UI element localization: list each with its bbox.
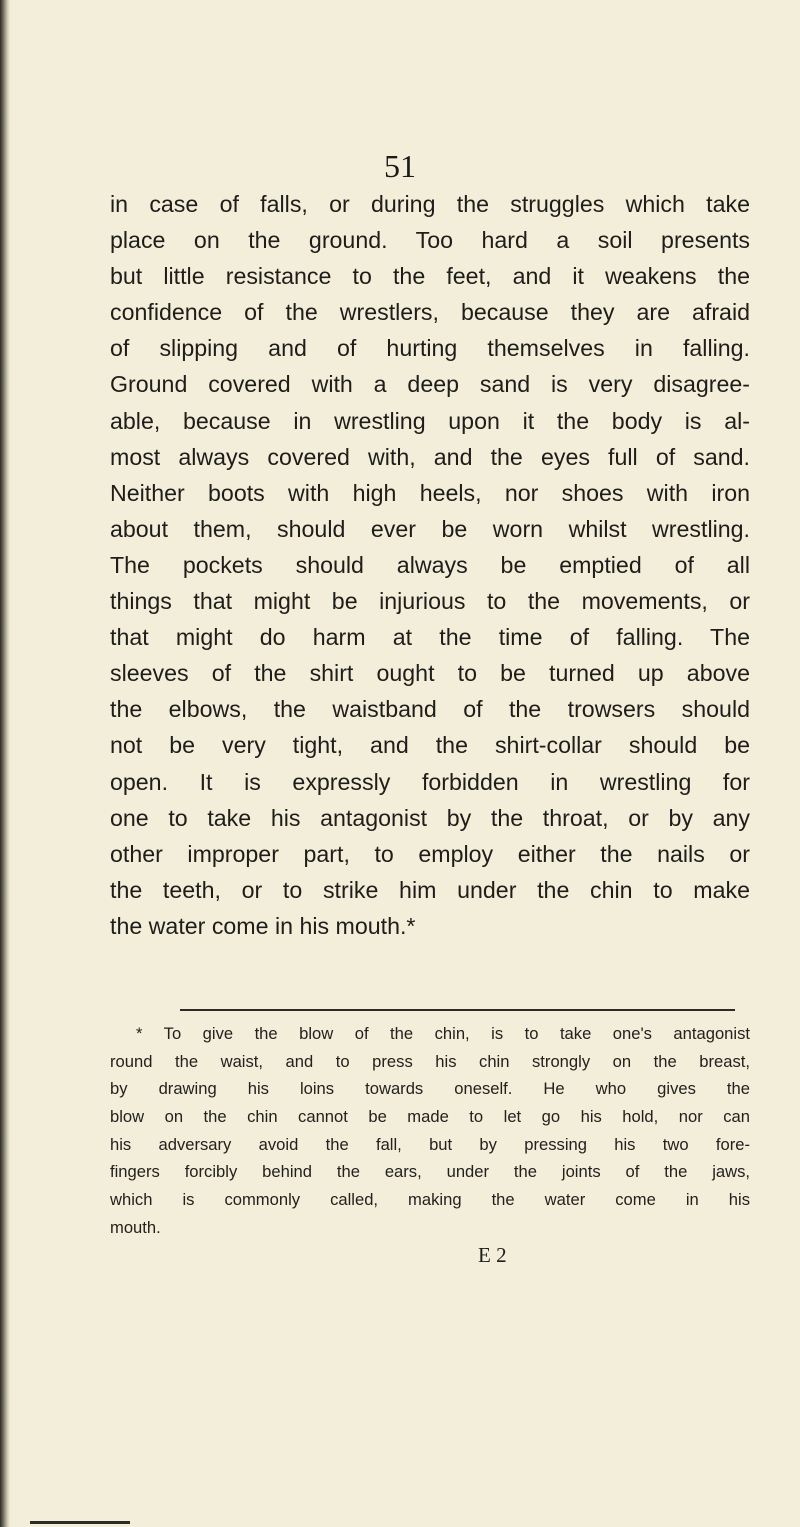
body-line: that might do harm at the time of falling. The	[110, 624, 750, 651]
body-line: the water come in his mouth.*	[110, 912, 416, 939]
footnote-line: fingers forcibly behind the ears, under the joints of the jaws,	[110, 1162, 750, 1182]
body-text	[110, 186, 750, 944]
page-number: 51	[384, 148, 416, 184]
body-line: confidence of the wrestlers, because they are afraid	[110, 299, 750, 326]
body-line: about them, should ever be worn whilst wrestling.	[110, 515, 750, 542]
footnote-line: his adversary avoid the fall, but by pressing his two fore-	[110, 1134, 750, 1154]
body-line: one to take his antagonist by the throat, or by any	[110, 804, 750, 831]
body-line: place on the ground. Too hard a soil presents	[110, 227, 750, 254]
footnote	[110, 1020, 750, 1242]
body-line: things that might be injurious to the movements, or	[110, 588, 750, 615]
footnote-line: blow on the chin cannot be made to let go his hold, nor can	[110, 1107, 750, 1127]
body-line: the teeth, or to strike him under the chin to make	[110, 876, 750, 903]
signature-mark: E 2	[478, 1243, 507, 1267]
body-line: not be very tight, and the shirt-collar should be	[110, 732, 750, 759]
footnote-line: * To give the blow of the chin, is to take one's antagonist	[136, 1024, 750, 1043]
body-line: The pockets should always be emptied of all	[110, 551, 750, 578]
footnote-line: round the waist, and to press his chin strongly on the breast,	[110, 1051, 750, 1071]
body-line: other improper part, to employ either the nails or	[110, 840, 750, 867]
footnote-line: mouth.	[110, 1217, 161, 1237]
body-line: Ground covered with a deep sand is very disagree-	[110, 371, 750, 398]
body-line: Neither boots with high heels, nor shoes with iron	[110, 479, 750, 506]
footnote-divider	[180, 1009, 735, 1011]
footnote-line: by drawing his loins towards oneself. He who gives the	[110, 1079, 750, 1099]
bottom-edge-mark	[30, 1521, 130, 1524]
body-line: but little resistance to the feet, and it weakens the	[110, 263, 750, 290]
body-line: the elbows, the waistband of the trowsers should	[110, 696, 750, 723]
body-line: most always covered with, and the eyes full of sand.	[110, 443, 750, 470]
body-line: sleeves of the shirt ought to be turned up above	[110, 660, 750, 687]
footnote-line: which is commonly called, making the water come in his	[110, 1190, 750, 1210]
body-line: in case of falls, or during the struggles which take	[110, 191, 750, 217]
body-line: of slipping and of hurting themselves in falling.	[110, 335, 750, 362]
body-line: open. It is expressly forbidden in wrestling for	[110, 768, 750, 795]
binding-edge	[0, 0, 10, 1527]
body-line: able, because in wrestling upon it the body is al-	[110, 407, 750, 434]
